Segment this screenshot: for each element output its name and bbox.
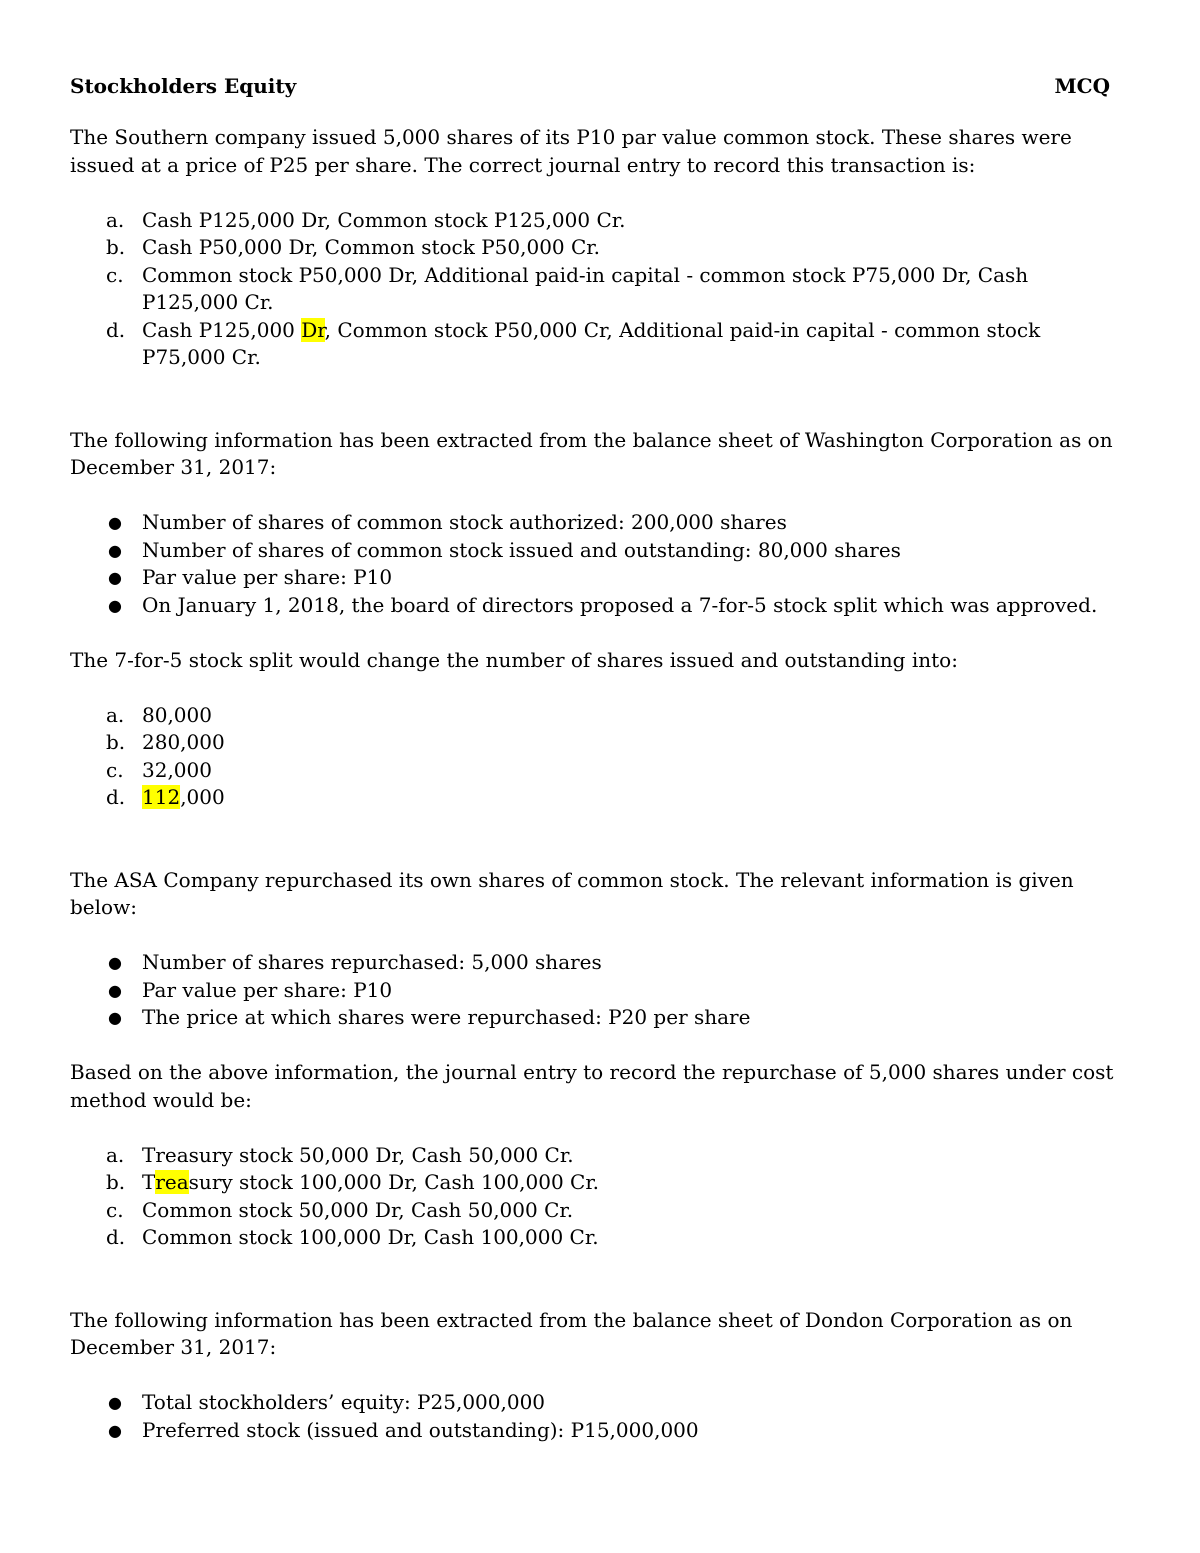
option-letter: c. xyxy=(106,1197,124,1222)
option-item xyxy=(70,784,1126,812)
bullet-text: Par value per share: P10 xyxy=(142,977,393,1002)
bullet-dot-icon: ● xyxy=(108,953,122,972)
option-letter: a. xyxy=(106,1142,125,1167)
question-2-bullets xyxy=(70,509,1126,619)
answer-highlight: 112 xyxy=(142,785,181,809)
option-item xyxy=(70,317,1126,372)
bullet-dot-icon: ● xyxy=(108,540,122,560)
bullet-text: On January 1, 2018, the board of directors proposed a 7-for-5 stock split which was approved. xyxy=(142,592,1098,617)
question-1-text: The Southern company issued 5,000 shares of its P10 par value common stock. These shares were issued at a price of P25 per share. The correct journal entry to record this transaction is: xyxy=(70,125,1072,177)
option-letter: b. xyxy=(106,235,126,259)
option-text: 32,000 xyxy=(142,757,212,782)
option-letter: d. xyxy=(106,317,126,342)
bullet-item xyxy=(70,977,1126,1005)
option-text: Common stock 100,000 Dr, Cash 100,000 Cr. xyxy=(142,1225,599,1249)
bullet-text: Number of shares of common stock issued and outstanding: 80,000 shares xyxy=(142,537,901,562)
question-1-options xyxy=(70,207,1126,372)
bullet-item xyxy=(70,1417,1126,1445)
bullet-text: Number of shares of common stock authorized: 200,000 shares xyxy=(142,510,787,534)
option-item xyxy=(70,234,1126,262)
option-letter: a. xyxy=(106,207,125,232)
document-header xyxy=(70,72,1126,100)
question-4-intro: The following information has been extracted from the balance sheet of Dondon Corporation as on December 31, 2017: xyxy=(70,1307,1073,1359)
option-text: Cash P125,000 Dr, Common stock P125,000 Cr. xyxy=(142,207,626,232)
question-2-options xyxy=(70,702,1126,812)
option-letter: b. xyxy=(106,730,126,754)
option-item xyxy=(70,262,1126,317)
bullet-item xyxy=(70,509,1126,537)
option-text: 280,000 xyxy=(142,730,225,754)
answer-highlight: Dr xyxy=(301,317,325,342)
option-text-pre: Cash P125,000 xyxy=(142,317,302,342)
question-2-text: The 7-for-5 stock split would change the number of shares issued and outstanding into: xyxy=(70,647,958,672)
option-item xyxy=(70,207,1126,235)
option-text: Common stock 50,000 Dr, Cash 50,000 Cr. xyxy=(142,1197,574,1222)
document-tag: MCQ xyxy=(1054,74,1110,98)
question-4-bullets xyxy=(70,1389,1126,1444)
option-text-post: , Common stock P50,000 Cr, Additional paid-in capital - common stock P75,000 Cr. xyxy=(142,317,1041,369)
question-3-bullets xyxy=(70,949,1126,1032)
option-text: Cash P50,000 Dr, Common stock P50,000 Cr. xyxy=(142,235,601,259)
question-3-options xyxy=(70,1142,1126,1252)
bullet-text: Preferred stock (issued and outstanding): P15,000,000 xyxy=(142,1417,699,1442)
bullet-item xyxy=(70,1004,1126,1032)
option-letter: d. xyxy=(106,1225,126,1249)
option-letter: c. xyxy=(106,262,124,287)
bullet-dot-icon: ● xyxy=(108,1393,122,1412)
option-item xyxy=(70,757,1126,785)
option-item xyxy=(70,1142,1126,1170)
option-text: Treasury stock 50,000 Dr, Cash 50,000 Cr. xyxy=(142,1142,574,1167)
bullet-item xyxy=(70,949,1126,977)
bullet-dot-icon: ● xyxy=(108,595,122,615)
bullet-item xyxy=(70,537,1126,565)
bullet-dot-icon: ● xyxy=(108,980,122,1000)
bullet-text: Par value per share: P10 xyxy=(142,565,393,589)
bullet-dot-icon: ● xyxy=(108,1008,122,1027)
bullet-item xyxy=(70,592,1126,620)
option-letter: d. xyxy=(106,785,126,809)
option-letter: c. xyxy=(106,757,124,782)
option-text: Common stock P50,000 Dr, Additional paid-in capital - common stock P75,000 Dr, Cash P125,000 Cr. xyxy=(142,262,1029,314)
option-item xyxy=(70,1197,1126,1225)
bullet-text: Number of shares repurchased: 5,000 shares xyxy=(142,950,602,974)
option-text: 80,000 xyxy=(142,702,212,727)
bullet-dot-icon: ● xyxy=(108,513,122,532)
option-letter: b. xyxy=(106,1170,126,1194)
option-item xyxy=(70,1169,1126,1197)
question-3-text: Based on the above information, the journal entry to record the repurchase of 5,000 shares under cost method would be: xyxy=(70,1060,1114,1112)
option-item xyxy=(70,729,1126,757)
option-item xyxy=(70,1224,1126,1252)
document-title: Stockholders Equity xyxy=(70,74,297,98)
option-item xyxy=(70,702,1126,730)
question-2-intro: The following information has been extracted from the balance sheet of Washington Corporation as on December 31, 2017: xyxy=(70,427,1113,479)
bullet-dot-icon: ● xyxy=(108,568,122,587)
bullet-dot-icon: ● xyxy=(108,1420,122,1440)
bullet-text: Total stockholders’ equity: P25,000,000 xyxy=(142,1390,546,1414)
answer-highlight: rea xyxy=(155,1170,189,1194)
bullet-text: The price at which shares were repurchased: P20 per share xyxy=(142,1005,751,1029)
option-text-post: ,000 xyxy=(180,785,225,809)
bullet-item xyxy=(70,564,1126,592)
option-text-pre: T xyxy=(142,1170,156,1194)
bullet-item xyxy=(70,1389,1126,1417)
option-text-post: sury stock 100,000 Dr, Cash 100,000 Cr. xyxy=(188,1170,600,1194)
document-page xyxy=(70,72,1126,1444)
question-3-intro: The ASA Company repurchased its own shares of common stock. The relevant information is given below: xyxy=(70,867,1074,919)
option-letter: a. xyxy=(106,702,125,727)
